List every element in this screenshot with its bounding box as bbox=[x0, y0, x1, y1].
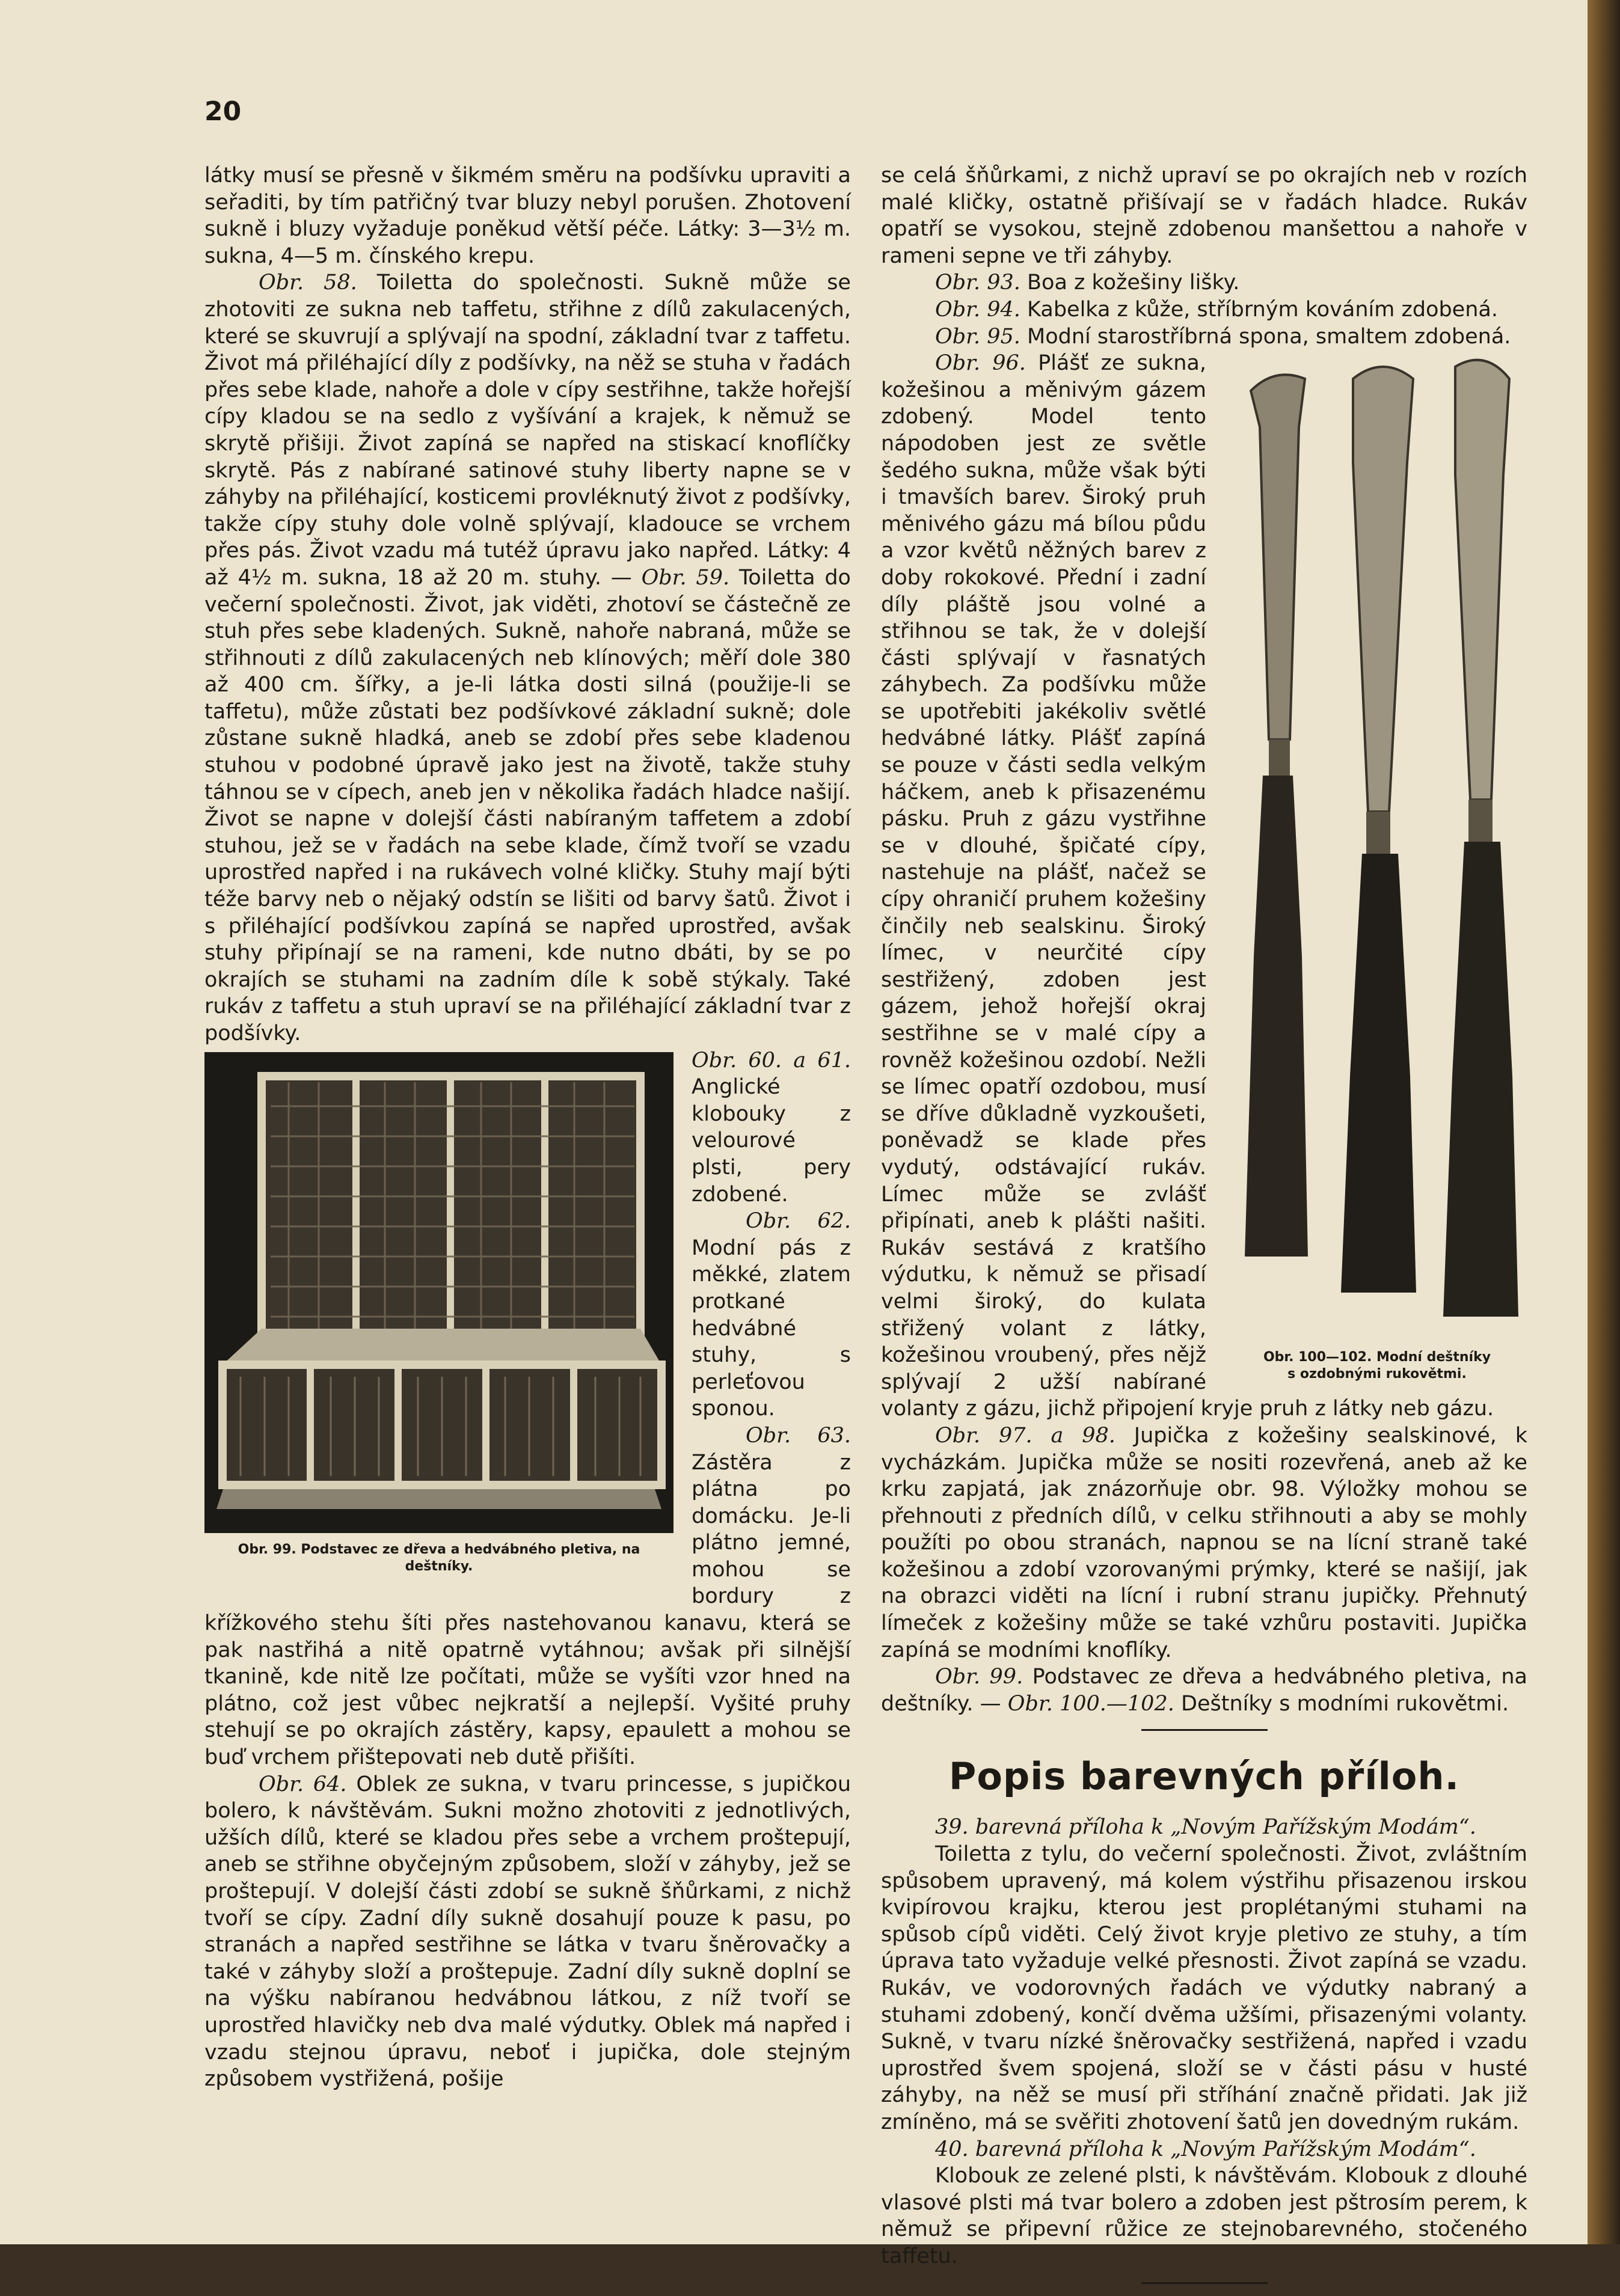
paragraph: Obr. 97. a 98. Jupička z kožešiny sealskinové, k vycházkám. Jupička může se nositi rozevřená, aneb až ke krku zapjatá, jak znázorňuje obr. 98. Výložky mohou se přehnouti z předních dílů, v celku střihnouti a aby se mohly použíti po obou stranách, napnou se na lícní straně také kožešinou a zdobí vzorovanými prýmky, které se našijí, jak na obrazci viděti na lícní i rubní stranu jupičky. Přehnutý límeček z kožešiny může se také vzhůru postaviti. Jupička zapíná se modními knoflíky. bbox=[881, 1423, 1527, 1662]
paragraph: Obr. 93. Boa z kožešiny lišky. bbox=[935, 271, 1240, 295]
section-heading: Popis barevných příloh. bbox=[948, 1754, 1460, 1799]
figure-umbrellas bbox=[1227, 355, 1527, 1383]
figure-ref: Obr. 63. bbox=[746, 1423, 851, 1448]
paragraph: Obr. 60. a 61. Anglické klobouky z velourové plsti, pery zdobené. bbox=[692, 1048, 851, 1207]
paragraph: látky musí se přesně v šikmém směru na podšívku upraviti a seřaditi, by tím patřičný tvar bluzy nebyl porušen. Zhotovení sukně i bluzy vyžaduje poněkud větší péče. Látky: 3—3½ m. sukna, 4—5 m. čínského krepu. bbox=[204, 164, 851, 268]
figure-ref: Obr. 60. a 61. bbox=[692, 1048, 851, 1073]
paragraph: Obr. 94. Kabelka z kůže, stříbrným kováním zdobená. bbox=[935, 297, 1498, 322]
paragraph: se celá šňůrkami, z nichž upraví se po okrajích neb v rozích malé kličky, ostatně přišívají se v řadách hladce. Rukáv opatří se vysokou, stejně zdobenou manšettou a nahoře v rameni sepne ve tři záhyby. bbox=[881, 164, 1527, 268]
paragraph: Obr. 64. Oblek ze sukna, v tvaru princesse, s jupičkou bolero, k návštěvám. Sukni možno zhotoviti z jednotlivých, užších dílů, které se kladou přes sebe a vrchem proštepují, aneb se střihne obyčejným způsobem, složí v záhyby, jež se proštepují. V dolejší části zdobí se sukně šňůrkami, z nichž tvoří se cípy. Zadní díly sukně dosahují pouze k pasu, po stranách a napřed sestřihne se látka v tvaru šněrovačky a také v záhyby složí a proštepuje. Zadní díly sukně doplní se na výšku nabíranou hedvábnou látkou, z níž tvoří se uprostřed hlavičky neb dva malé výdutky. Oblek má napřed i vzadu stejnou úpravu, neboť i jupička, dole stejným způsobem vystřižená, pošije bbox=[204, 1772, 851, 2092]
divider bbox=[1141, 2282, 1268, 2284]
paragraph: Obr. 96. Plášť ze sukna, kožešinou a měnivým gázem zdobený. Model tento nápodoben jest ze světle šedého sukna, může však býti i tmavších barev. Široký pruh měnivého gázu má bílou půdu a vzor květů něžných barev z doby rokokové. Přední i zadní díly pláště jsou volné a střihnou se tak, že v dolejší části splývají v řasnatých záhybech. Za podšívku může se upotřebiti jakékoliv světlé hedvábné látky. Plášť zapíná se pouze v části sedla velkým háčkem, aneb k přisazenému pásku. Pruh z gázu vystřihne se v dlouhé, špičaté cípy, nastehuje na plášť, načež se cípy ohraničí pruhem kožešiny činčily neb sealskinu. Široký límec, v neurčité cípy sestřižený, zdoben jest gázem, jehož hořejší okraj sestřihne se v malé cípy a rovněž kožešinou ozdobí. Nežli se límec opatří ozdobou, musí se dříve důkladně vyzkoušeti, poněvadž se klade přes vydutý, odstávající rukáv. Límec může se zvlášť připínati, aneb k plášti našiti. Rukáv sestává z kratšího výdutku, k němuž se přisadí velmi široký, do kulata střižený volant z látky, kožešinou vroubený, přes nějž splývají 2 užší nabírané volanty z gázu, jichž připojení kryje pruh z látky neb gázu. bbox=[881, 351, 1494, 1421]
figure-caption: Obr. 99. Podstavec ze dřeva a hedvábného pletiva, na deštníky. bbox=[238, 1541, 640, 1574]
figure-ref: Obr. 94. bbox=[935, 297, 1020, 322]
figure-ref: Obr. 97. a 98. bbox=[935, 1423, 1115, 1448]
figure-ref: Obr. 93. bbox=[935, 271, 1020, 295]
figure-ref: Obr. 96. bbox=[935, 351, 1026, 376]
figure-ref: Obr. 64. bbox=[259, 1772, 347, 1796]
figure-ref: Obr. 99. bbox=[935, 1665, 1023, 1689]
umbrella-handles-illustration bbox=[1227, 355, 1527, 1341]
page-number: 20 bbox=[204, 96, 242, 127]
figure-umbrella-stand bbox=[204, 1052, 673, 1581]
umbrella-stand-illustration bbox=[204, 1052, 673, 1533]
figure-ref: Obr. 95. bbox=[935, 324, 1020, 349]
paragraph: Toiletta z tylu, do večerní společnosti. Život, zvláštním spůsobem upravený, má kolem výstřihu přisazenou irskou kvipírovou krajku, kterou jest proplétanými stuhami na spůsob cípů viděti. Celý život kryje pletivo ze stuhy, a tím úprava tato vyžaduje velké přesnosti. Život zapíná se vzadu. Rukáv, ve vodorovných řadách ve výdutky nabraný a stuhami zdobený, končí dvěma užšími, přisazenými volanty. Sukně, v tvaru nízké šněrovačky sestřižená, napřed i vzadu uprostřed švem spojená, složí se v části pásu v husté záhyby, na něž se musí při stříhání značně přidati. Jak již zmíněno, má se svěřiti zhotovení šatů jen dovedným rukám. bbox=[881, 1842, 1527, 2134]
figure-ref: Obr. 59. bbox=[641, 565, 730, 590]
figure-ref: Obr. 62. bbox=[746, 1209, 851, 1234]
figure-ref: Obr. 58. bbox=[259, 271, 357, 295]
left-column bbox=[204, 162, 851, 2093]
divider bbox=[1141, 1729, 1268, 1731]
figure-caption: Obr. 100—102. Modní deštníky s ozdobnými rukovětmi. bbox=[1263, 1350, 1491, 1382]
paragraph: Obr. 99. Podstavec ze dřeva a hedvábného pletiva, na deštníky. — Obr. 100.—102. Deštníky s modními rukovětmi. bbox=[881, 1665, 1527, 1716]
figure-ref: Obr. 100.—102. bbox=[1007, 1691, 1174, 1716]
paragraph: Obr. 63. Zástěra z plátna po domácku. Je-li plátno jemné, mohou se bordury z křížkového stehu šíti přes nastehovanou kanavu, která se pak nastřihá a nitě opatrně vytáhnou; avšak při silnější tkanině, kde nitě lze počítati, může se vyšíti vzor hned na plátno, což jest vůbec nejkratší a nejlepší. Vyšité pruhy stehují se po okrajích zástěry, kapsy, epaulett a mohou se buď vrchem přištepovati neb dutě přišíti. bbox=[204, 1423, 851, 1770]
supplement-title: 39. barevná příloha k „Novým Pařížským Modám“. bbox=[935, 1815, 1476, 1840]
paragraph: Obr. 62. Modní pás z měkké, zlatem protkané hedvábné stuhy, s perleťovou sponou. bbox=[692, 1209, 851, 1421]
supplement-title: 40. barevná příloha k „Novým Pařížským Modám“. bbox=[935, 2137, 1476, 2161]
right-column bbox=[881, 162, 1527, 2296]
paragraph: Obr. 95. Modní starostříbrná spona, smaltem zdobená. bbox=[935, 324, 1511, 349]
paragraph: Obr. 58. Toiletta do společnosti. Sukně může se zhotoviti ze sukna neb taffetu, střihne z dílů zakulacených, které se skuvrují a splývají na spodní, základní tvar z taffetu. Život má přiléhající díly z podšívky, na něž se stuha v řadách přes sebe klade, nahoře a dole v cípy sestřihne, takže hořejší cípy kladou se na sedlo z vyšívání a krajek, k němuž se skrytě přišiji. Život zapíná se napřed na stiskací knoflíčky skrytě. Pás z nabírané satinové stuhy liberty napne se v záhyby na přiléhající, kosticemi provléknutý život z podšívky, takže cípy stuhy dole volně splývají, kladouce se vrchem přes pás. Život vzadu má tutéž úpravu jako napřed. Látky: 4 až 4½ m. sukna, 18 až 20 m. stuhy. — Obr. 59. Toiletta do večerní společnosti. Život, jak viděti, zhotoví se částečně ze stuh přes sebe kladených. Sukně, nahoře nabraná, může se střihnouti z dílů zakulacených neb klínových; měří dole 380 až 400 cm. šířky, a je-li látka dosti silná (použije-li se taffetu), může zůstati bez podšívkové základní sukně; dole zůstane sukně hladká, aneb se zdobí přes sebe kladenou stuhou v podobné úpravě jako jest na životě, takže stuhy táhnou se v cípech, aneb jen v několika řadách hladce našijí. Život se napne v dolejší části nabíraným taffetem a zdobí stuhou, jež se v řadách na sebe klade, čímž tvoří se vzadu uprostřed napřed i na rukávech volné kličky. Stuhy mají býti téže barvy neb o nějaký odstín se lišiti od barvy šatů. Život i s přiléhající podšívkou zapíná se napřed uprostřed, avšak stuhy připínají se na rameni, kde nutno dbáti, by se po okrajích se stuhami na zadním díle k sobě stýkaly. Také rukáv z taffetu a stuh upraví se na přiléhající základní tvar z podšívky. bbox=[204, 271, 851, 1045]
paragraph: Klobouk ze zelené plsti, k návštěvám. Klobouk z dlouhé vlasové plsti má tvar bolero a zdoben jest pštrosím perem, k němuž se připevní růžice ze stejnobarevného, stočeného taffetu. bbox=[881, 2164, 1527, 2268]
book-spine bbox=[1588, 0, 1620, 2244]
